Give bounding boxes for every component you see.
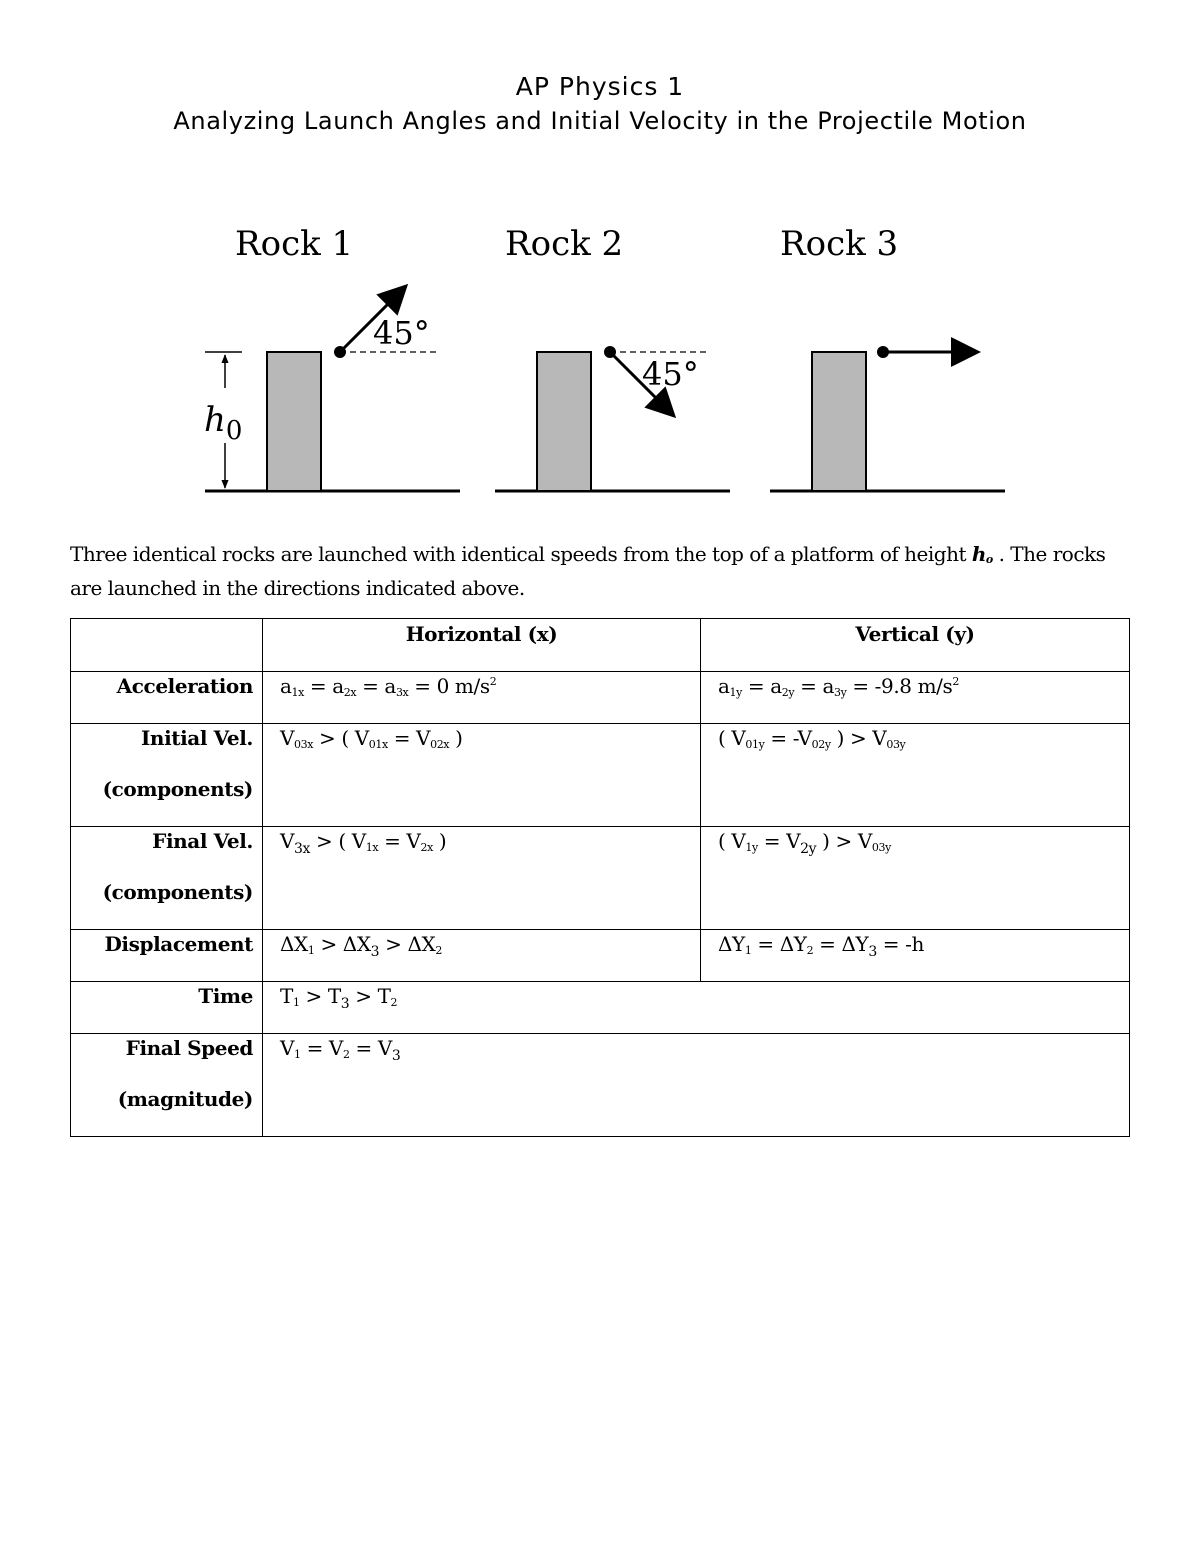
row-label-displacement: Displacement [104,932,253,956]
problem-statement: Three identical rocks are launched with identical speeds from the top of a platform of height ho . The rocks are launched in the directions indicated above. [70,542,1106,600]
rock-2-angle: 45° [642,355,699,393]
rock-3-platform [812,352,866,491]
row-label-time: Time [198,984,253,1008]
rock-1-label: Rock 1 [235,224,354,264]
row-label-final-speed-sub: (magnitude) [117,1087,253,1111]
row-label-final-vel: Final Vel. [152,829,253,853]
header-row [71,619,1130,672]
final-vel-vertical: ( $V_{1y} = V_{2y}$ ) > $V_{03y}$ [701,827,1130,930]
acceleration-vertical: $a_{1y} = a_{2y} = a_{3y} = -9.8$ $m/s^2$ [701,672,1130,724]
table-row-displacement [71,930,1130,982]
time-value: $T_1 > T_3 > T_2$ [263,982,1130,1034]
analysis-table [70,618,1130,1137]
table-row-final-speed [71,1034,1130,1137]
rock-2-panel [495,224,730,491]
course-title: AP Physics 1 [515,72,685,101]
rock-launch-diagram [190,205,1020,505]
table-row-final-velocity [71,827,1130,930]
row-label-initial-vel: Initial Vel. [140,726,253,750]
rock-3-panel [770,224,1005,491]
rock-1-panel [204,224,460,491]
table-row-acceleration [71,672,1130,724]
row-label-final-speed: Final Speed [125,1036,253,1060]
rock-2-label: Rock 2 [505,224,624,264]
row-label-acceleration: Acceleration [116,674,253,698]
final-vel-horizontal: $V_{3x}$ > ( $V_{1x} = V_{2x}$ ) [263,827,701,930]
table-row-time [71,982,1130,1034]
header-blank [71,619,263,672]
header-vertical: Vertical (y) [701,619,1130,672]
worksheet-subtitle: Analyzing Launch Angles and Initial Velocity in the Projectile Motion [173,107,1027,135]
displacement-horizontal: $\Delta X_1 > \Delta X_3 > \Delta X_2$ [263,930,701,982]
header-horizontal: Horizontal (x) [263,619,701,672]
rock-3-label: Rock 3 [780,224,899,264]
title-block [0,70,1200,138]
row-label-initial-vel-sub: (components) [102,777,253,801]
final-speed-value: $V_1 = V_2 = V_3$ [263,1034,1130,1137]
rock-1-platform [267,352,321,491]
height-symbol: ho [971,542,993,566]
rock-1-angle: 45° [373,314,430,352]
initial-vel-horizontal: $V_{03x}$ > ( $V_{01x} = V_{02x}$ ) [263,724,701,827]
acceleration-horizontal: $a_{1x} = a_{2x} = a_{3x} = 0$ $m/s^2$ [263,672,701,724]
table-row-initial-velocity [71,724,1130,827]
rock-2-platform [537,352,591,491]
displacement-vertical: $\Delta Y_1 = \Delta Y_2 = \Delta Y_3 = -h$ [701,930,1130,982]
row-label-final-vel-sub: (components) [102,880,253,904]
initial-vel-vertical: ( $V_{01y} = -V_{02y}$ ) > $V_{03y}$ [701,724,1130,827]
height-label: $h_0$ [204,400,243,446]
